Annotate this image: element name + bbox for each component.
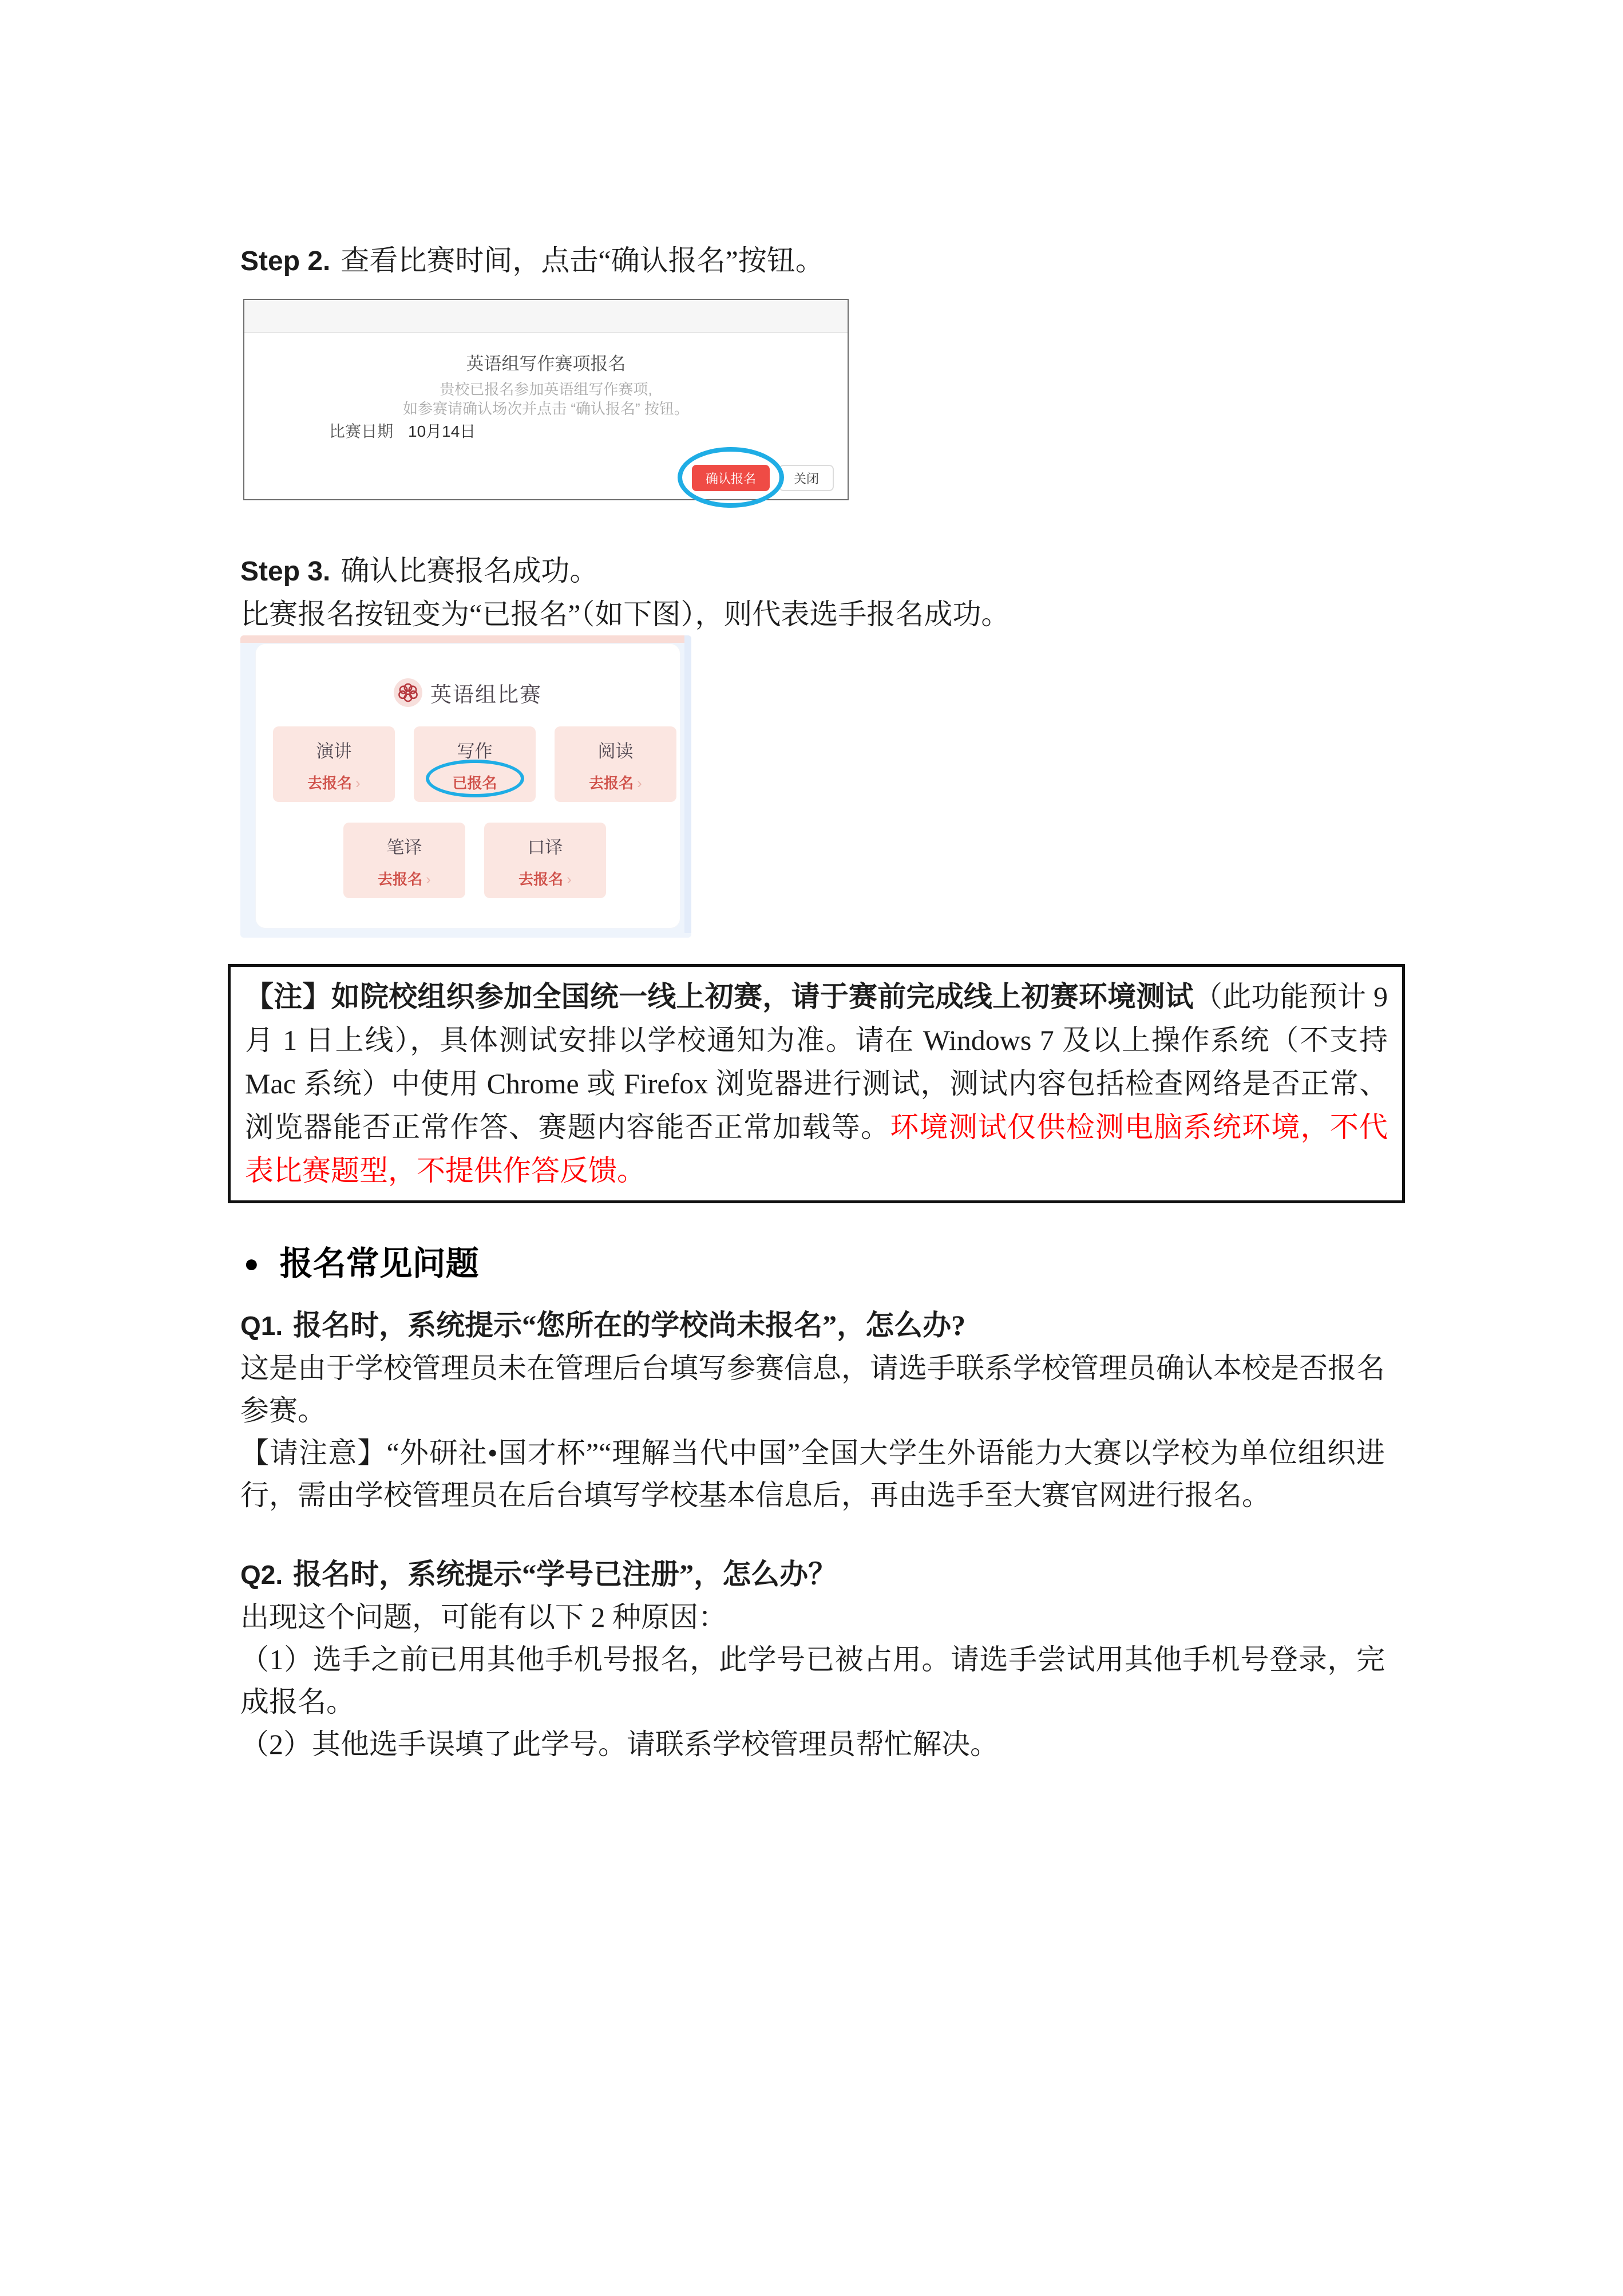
step3-text: 确认比赛报名成功。 xyxy=(341,555,599,587)
card-translation[interactable] xyxy=(343,823,465,898)
chevron-right-icon: › xyxy=(355,774,361,792)
step2-label: Step 2. xyxy=(240,246,331,276)
q2-heading xyxy=(240,1553,1385,1596)
screenshot-top-strip xyxy=(240,635,691,643)
card-title: 写作 xyxy=(457,741,493,761)
group-title-row xyxy=(256,677,680,708)
note-normal-text: （此功能预计 9 月 1 日上线），具体测试安排以学校通知为准。请在 Windows 7 及以上操作系统（不支持 Mac 系统）中使用 Chrome 或 Firefox 浏览器进行测试，测试内容包括检查网络是否正常、浏览器能否正常作答、赛题内容能否正常加载等。 xyxy=(245,981,1388,1143)
dialog-message-line1: 贵校已报名参加英语组写作赛项, xyxy=(440,381,652,398)
confirm-registration-button[interactable]: 确认报名 xyxy=(692,465,770,491)
card-action-registered: 已报名 xyxy=(452,774,497,792)
competition-logo-icon xyxy=(394,678,422,707)
card-speech[interactable] xyxy=(273,726,395,802)
q1-label: Q1. xyxy=(240,1311,283,1341)
group-title: 英语组比赛 xyxy=(430,683,542,706)
competition-group-card xyxy=(255,643,680,928)
card-action[interactable]: 去报名 › xyxy=(378,871,431,888)
dialog-title: 英语组写作赛项报名 xyxy=(466,354,626,374)
step3-heading xyxy=(240,550,1385,593)
dialog-header-bar xyxy=(244,300,848,333)
card-title: 口译 xyxy=(527,837,563,857)
note-red-text: 环境测试仅供检测电脑系统环境，不代表比赛题型，不提供作答反馈。 xyxy=(245,1111,1388,1187)
note-box xyxy=(228,964,1405,1203)
dialog-message-line2: 如参赛请确认场次并点击 “确认报名” 按钮。 xyxy=(403,400,689,417)
step3-label: Step 3. xyxy=(240,556,331,587)
chevron-right-icon: › xyxy=(637,774,642,792)
q2-intro: 出现这个问题，可能有以下 2 种原因： xyxy=(240,1601,727,1633)
q2-reason-2: （2）其他选手误填了此学号。请联系学校管理员帮忙解决。 xyxy=(240,1728,999,1760)
card-title: 阅读 xyxy=(597,741,634,761)
card-action[interactable]: 去报名 › xyxy=(589,774,642,792)
card-action[interactable]: 去报名 › xyxy=(518,871,572,888)
step2-text: 查看比赛时间，点击“确认报名”按钮。 xyxy=(341,244,824,276)
q1-notice: 【请注意】“外研社•国才杯”“理解当代中国”全国大学生外语能力大赛以学校为单位组织进行，需由学校管理员在后台填写学校基本信息后，再由选手至大赛官网进行报名。 xyxy=(240,1437,1385,1511)
faq-section-heading xyxy=(244,1240,1385,1288)
step2-heading xyxy=(240,0,1385,283)
q2-label: Q2. xyxy=(240,1560,283,1590)
q1-question: 报名时，系统提示“您所在的学校尚未报名”，怎么办? xyxy=(293,1309,966,1341)
chevron-right-icon: › xyxy=(426,871,431,888)
close-button[interactable]: 关闭 xyxy=(779,465,834,491)
card-reading[interactable] xyxy=(555,726,676,802)
card-interpretation[interactable] xyxy=(484,823,606,898)
competition-list-screenshot xyxy=(240,635,691,938)
q1-answer: 这是由于学校管理员未在管理后台填写参赛信息，请选手联系学校管理员确认本校是否报名参赛。 xyxy=(240,1352,1385,1426)
screenshot-right-strip xyxy=(684,635,691,933)
q2-question: 报名时，系统提示“学号已注册”，怎么办？ xyxy=(293,1558,837,1590)
card-writing[interactable] xyxy=(414,726,536,802)
card-title: 笔译 xyxy=(386,837,422,857)
competition-date-value: 10月14日 xyxy=(408,422,476,440)
card-action[interactable]: 去报名 › xyxy=(307,774,361,792)
step3-paragraph: 比赛报名按钮变为“已报名”（如下图），则代表选手报名成功。 xyxy=(240,598,1010,630)
registration-dialog-screenshot xyxy=(243,299,849,500)
q2-reason-1: （1）选手之前已用其他手机号报名，此学号已被占用。请选手尝试用其他手机号登录，完成报名。 xyxy=(240,1643,1385,1718)
faq-section-title: 报名常见问题 xyxy=(279,1245,479,1282)
competition-date-label: 比赛日期 xyxy=(329,422,394,440)
card-title: 演讲 xyxy=(316,741,352,761)
cards-row-2 xyxy=(256,823,680,898)
chevron-right-icon: › xyxy=(567,871,572,888)
q1-heading xyxy=(240,1304,1385,1347)
bullet-icon: ● xyxy=(244,1250,259,1278)
note-bold-text: 【注】如院校组织参加全国统一线上初赛，请于赛前完成线上初赛环境测试 xyxy=(245,981,1194,1013)
cards-row-1 xyxy=(256,726,680,802)
